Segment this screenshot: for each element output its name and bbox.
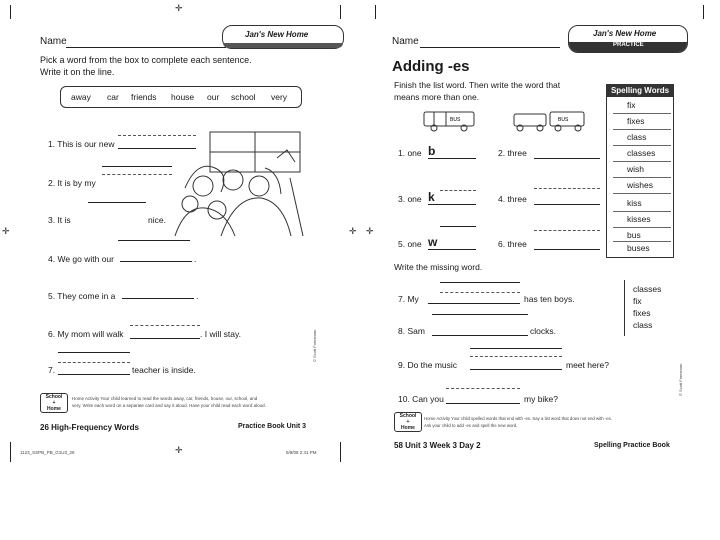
logo-text-school: School [45, 394, 63, 400]
writing-guide [534, 230, 600, 231]
missing-word: fixes [633, 308, 651, 318]
item-3-letter: k [428, 190, 435, 204]
answer-line-2[interactable] [534, 158, 600, 159]
home-activity-1: Home Activity Your child learned to read the words away, car, friends, house, our, school, and [72, 396, 258, 401]
header-title: Jan's New Home [245, 30, 309, 39]
spelling-word: classes [627, 148, 656, 158]
item-1-label: 1. one [398, 148, 422, 158]
word-box [60, 86, 302, 108]
slug-left: 1123_SSPB_PB_G1U3_26 [20, 450, 75, 455]
home-activity-1: Home Activity Your child spelled words that end with -es. Say a list word that does not end with -es. [424, 416, 612, 421]
logo-text-plus: + [406, 419, 410, 425]
name-label: Name [40, 36, 67, 47]
answer-line-upper [440, 282, 520, 283]
item-3-label: 3. one [398, 194, 422, 204]
registration-mark: ✛ [175, 3, 183, 13]
answer-line-10[interactable] [446, 403, 520, 404]
sentence-8-end: clocks. [530, 326, 556, 336]
answer-line-7[interactable] [58, 374, 130, 375]
item-1-letter: b [428, 144, 436, 158]
answer-line-4[interactable] [534, 204, 600, 205]
crop-mark [703, 5, 704, 19]
answer-line-upper [58, 352, 130, 353]
logo-text-school: School [399, 413, 417, 419]
footer-right: Spelling Practice Book [594, 442, 670, 449]
page-title: Adding -es [392, 58, 470, 75]
writing-guide [440, 292, 520, 293]
word-our: our [207, 92, 220, 102]
item-5-label: 5. one [398, 239, 422, 249]
instruction-line-2: Write it on the line. [40, 67, 115, 77]
answer-line-7[interactable] [428, 303, 520, 304]
word-car: car [107, 92, 119, 102]
answer-line-upper [440, 226, 476, 227]
bus-sign: BUS [558, 117, 569, 123]
sentence-4-end: . [194, 254, 197, 264]
sentence-9-end: meet here? [566, 360, 609, 370]
answer-line-4[interactable] [120, 261, 192, 262]
item-2-label: 2. three [498, 148, 527, 158]
answer-line-3[interactable] [118, 240, 190, 241]
family-illustration [155, 128, 305, 238]
answer-line-upper [432, 314, 528, 315]
footer-right: Practice Book Unit 3 [238, 423, 307, 430]
answer-line-2[interactable] [88, 202, 146, 203]
spelling-word: kisses [627, 214, 651, 224]
sentence-5: 5. They come in a [48, 291, 116, 301]
answer-line-5[interactable] [122, 298, 194, 299]
registration-mark: ✛ [349, 226, 357, 236]
writing-guide [534, 188, 600, 189]
word-friends: friends [131, 92, 157, 102]
header-subtitle: PRACTICE [613, 42, 644, 48]
instruction-line-1: Pick a word from the box to complete each sentence. [40, 55, 252, 65]
bus-icon [420, 108, 480, 134]
name-label: Name [392, 36, 419, 47]
school-home-logo [394, 412, 422, 432]
spelling-words-box [606, 84, 674, 258]
missing-word-box [624, 280, 675, 336]
home-activity-2: Ask your child to add -es and spell the new word. [424, 423, 518, 428]
footer-left: 26 High-Frequency Words [40, 423, 139, 432]
crop-mark [375, 5, 376, 19]
instruction-line-2: means more than one. [394, 92, 480, 102]
spelling-word: fixes [627, 116, 645, 126]
sentence-9: 9. Do the music [398, 360, 458, 370]
sentence-3-start: 3. It is [48, 215, 71, 225]
writing-guide [440, 190, 476, 191]
writing-guide [446, 388, 520, 389]
answer-line-3[interactable] [428, 204, 476, 205]
copyright: © Scott Foresman [678, 363, 683, 396]
header-title: Jan's New Home [593, 29, 657, 38]
word-very: very [271, 92, 288, 102]
sentence-6: 6. My mom will walk [48, 329, 124, 339]
crop-mark [340, 5, 341, 19]
answer-line-upper [470, 348, 562, 349]
answer-line-6[interactable] [534, 249, 600, 250]
writing-guide [470, 356, 562, 357]
spelling-word: kiss [627, 198, 642, 208]
instruction-line-1: Finish the list word. Then write the word that [394, 80, 561, 90]
logo-text-plus: + [52, 400, 56, 406]
answer-line-1[interactable] [118, 148, 196, 149]
buses-icon [510, 108, 590, 134]
sentence-10: 10. Can you [398, 394, 444, 404]
sentence-10-end: my bike? [524, 394, 559, 404]
sentence-3-end: nice. [148, 215, 166, 225]
spelling-word: wishes [627, 180, 653, 190]
missing-word: classes [633, 284, 662, 294]
logo-text-home: Home [47, 406, 61, 412]
crop-mark [340, 442, 341, 462]
crop-mark [10, 5, 11, 19]
name-line[interactable] [420, 47, 560, 48]
registration-mark: ✛ [175, 445, 183, 455]
sentence-1: 1. This is our new [48, 139, 115, 149]
header-banner [568, 25, 688, 53]
bus-sign: BUS [450, 117, 461, 123]
writing-guide [130, 325, 200, 326]
sentence-4: 4. We go with our [48, 254, 114, 264]
writing-guide [102, 174, 172, 175]
registration-mark: ✛ [366, 226, 374, 236]
footer-left: 58 Unit 3 Week 3 Day 2 [394, 441, 481, 450]
school-home-logo [40, 393, 68, 413]
spelling-words-header: Spelling Words [607, 85, 673, 97]
spelling-word: wish [627, 164, 645, 174]
spelling-word: fix [627, 100, 636, 110]
answer-line-upper [102, 166, 172, 167]
sentence-6-end: . I will stay. [200, 329, 241, 339]
registration-mark: ✛ [2, 226, 10, 236]
sentence-7-end: has ten boys. [524, 294, 575, 304]
spelling-word: class [627, 132, 647, 142]
writing-guide [118, 135, 196, 136]
logo-text-home: Home [401, 425, 415, 431]
sentence-8: 8. Sam [398, 326, 425, 336]
spelling-word: buses [627, 243, 650, 253]
copyright: © Scott Foresman [312, 329, 317, 362]
sentence-7: teacher is inside. [132, 365, 196, 375]
sentence-2: 2. It is by my [48, 178, 96, 188]
name-line[interactable] [66, 47, 226, 48]
answer-line-1[interactable] [428, 158, 476, 159]
answer-line-9[interactable] [470, 369, 562, 370]
sentence-5-end: . [196, 291, 199, 301]
home-activity-2: very. Write each word on a separate card and say it aloud. Have your child read each word aloud. [72, 403, 266, 408]
answer-line-5[interactable] [428, 249, 476, 250]
missing-word: class [633, 320, 653, 330]
word-house: house [171, 92, 195, 102]
header-banner [222, 25, 344, 49]
crop-mark [10, 442, 11, 462]
missing-word: fix [633, 296, 642, 306]
answer-line-8[interactable] [432, 335, 528, 336]
sentence-7: 7. My [398, 294, 419, 304]
word-away: away [71, 92, 91, 102]
word-school: school [231, 92, 256, 102]
sentence-7-number: 7. [48, 365, 56, 375]
writing-guide [58, 362, 130, 363]
answer-line-6[interactable] [130, 338, 200, 339]
spelling-word: bus [627, 230, 641, 240]
missing-word-title: Write the missing word. [394, 262, 483, 272]
item-6-label: 6. three [498, 239, 527, 249]
item-4-label: 4. three [498, 194, 527, 204]
slug-right: 5/9/08 2:41 PM [286, 450, 317, 455]
item-5-letter: w [428, 235, 438, 249]
